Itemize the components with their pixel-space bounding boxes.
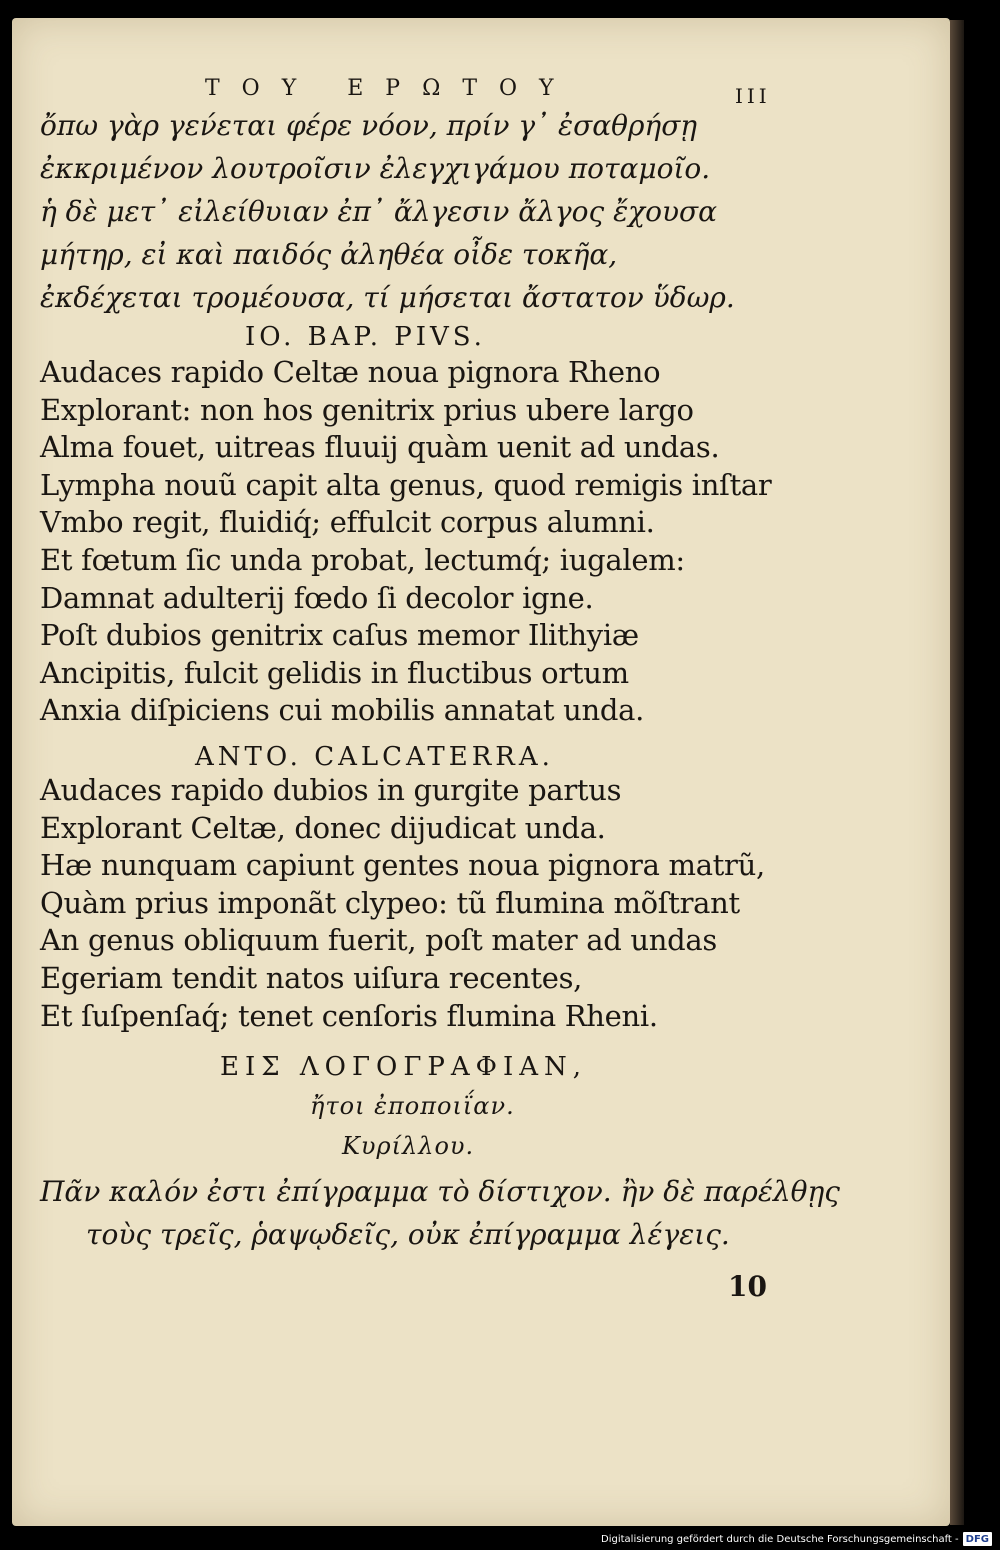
verse-line: Egeriam tendit natos uiſura recentes, [40,960,583,995]
dfg-logo: DFG [963,1532,992,1546]
verse-line: Vmbo regit, fluidiq́; effulcit corpus alumni. [40,505,655,540]
verse-line: Lympha nouũ capit alta genus, quod remigis inſtar [40,467,772,502]
page-edge [950,20,964,1525]
greek-verse-line: μήτηρ, εἰ καὶ παιδός ἀληθέα οἶδε τοκῆα, [40,238,618,271]
verse-line: Alma fouet, uitreas fluuij quàm uenit ad undas. [40,430,720,465]
credit-text: Digitalisierung gefördert durch die Deutsche Forschungsgemeinschaft - [601,1533,959,1545]
verse-line: Poſt dubios genitrix caſus memor Ilithyiæ [40,618,639,653]
folio-roman-numeral: III [735,84,771,108]
verse-line: Damnat adulterij fœdo ſi decolor igne. [40,580,594,615]
page-number: 10 [728,1270,767,1303]
verse-line: Audaces rapido Celtæ noua pignora Rheno [40,355,661,389]
greek-verse-line: ὄπω γὰρ γεν́εται φέρε νόον, πρίν γ᾽ ἐσαθρήσῃ [40,109,698,142]
digitization-credit [601,1530,992,1548]
greek-epigram-block [40,1170,940,1256]
author-kyrillos: Κυρίλλου. [342,1132,475,1160]
verse-line: Et ſuſpenſaq́; tenet cenſoris flumina Rheni. [40,998,658,1033]
subheading-epopoiia: ἤτοι ἐποποιΐαν. [310,1092,515,1120]
verse-line: Quàm prius imponãt clypeo: tũ flumina mõſtrant [40,885,740,920]
heading-logographia: ΕΙΣ ΛΟΓΟΓΡΑΦΙΑΝ, [220,1052,588,1082]
latin-verse-calcaterra [40,772,940,1035]
verse-line: Explorant: non hos genitrix prius ubere largo [40,392,694,427]
verse-line: An genus obliquum fuerit, poſt mater ad undas [40,923,718,958]
greek-verse-line: ἐκκριμένον λουτροῖσιν ἐλεγχιγάμου ποταμοῖο. [40,152,711,185]
running-head: ΤΟΥ ΕΡΩΤΟΥ [205,76,576,101]
verse-line: Hæ nunquam capiunt gentes noua pignora matrũ, [40,848,765,883]
verse-line: Et fœtum ſic unda probat, lectumq́; iugalem: [40,542,685,577]
verse-line: Ancipitis, fulcit gelidis in fluctibus ortum [40,655,629,690]
greek-verse-line: ἐκδέχεται τρομέουσα, τί μήσεται ἄστατον ὕδωρ. [40,281,735,314]
greek-verse-line: ἡ δὲ μετ᾽ εἰλείθυιαν ἐπ᾽ ἄλγεσιν ἄλγος ἔχουσα [40,195,717,228]
heading-calcaterra: ANTO. CALCATERRA. [195,742,554,772]
latin-verse-pius [40,354,940,730]
greek-verse-block [40,104,940,319]
verse-line: Audaces rapido dubios in gurgite partus [40,773,622,807]
verse-line: Explorant Celtæ, donec dijudicat unda. [40,810,606,845]
heading-pius: IO. BAP. PIVS. [245,322,486,352]
greek-epigram-line: Πᾶν καλόν ἐστι ἐπίγραμμα τὸ δίστιχον. ἢν δὲ παρέλθῃς [40,1175,840,1208]
greek-epigram-line: τοὺς τρεῖς, ῥαψῳδεῖς, οὐκ ἐπίγραμμα λέγεις. [86,1218,730,1251]
verse-line: Anxia diſpiciens cui mobilis annatat unda. [40,693,645,728]
